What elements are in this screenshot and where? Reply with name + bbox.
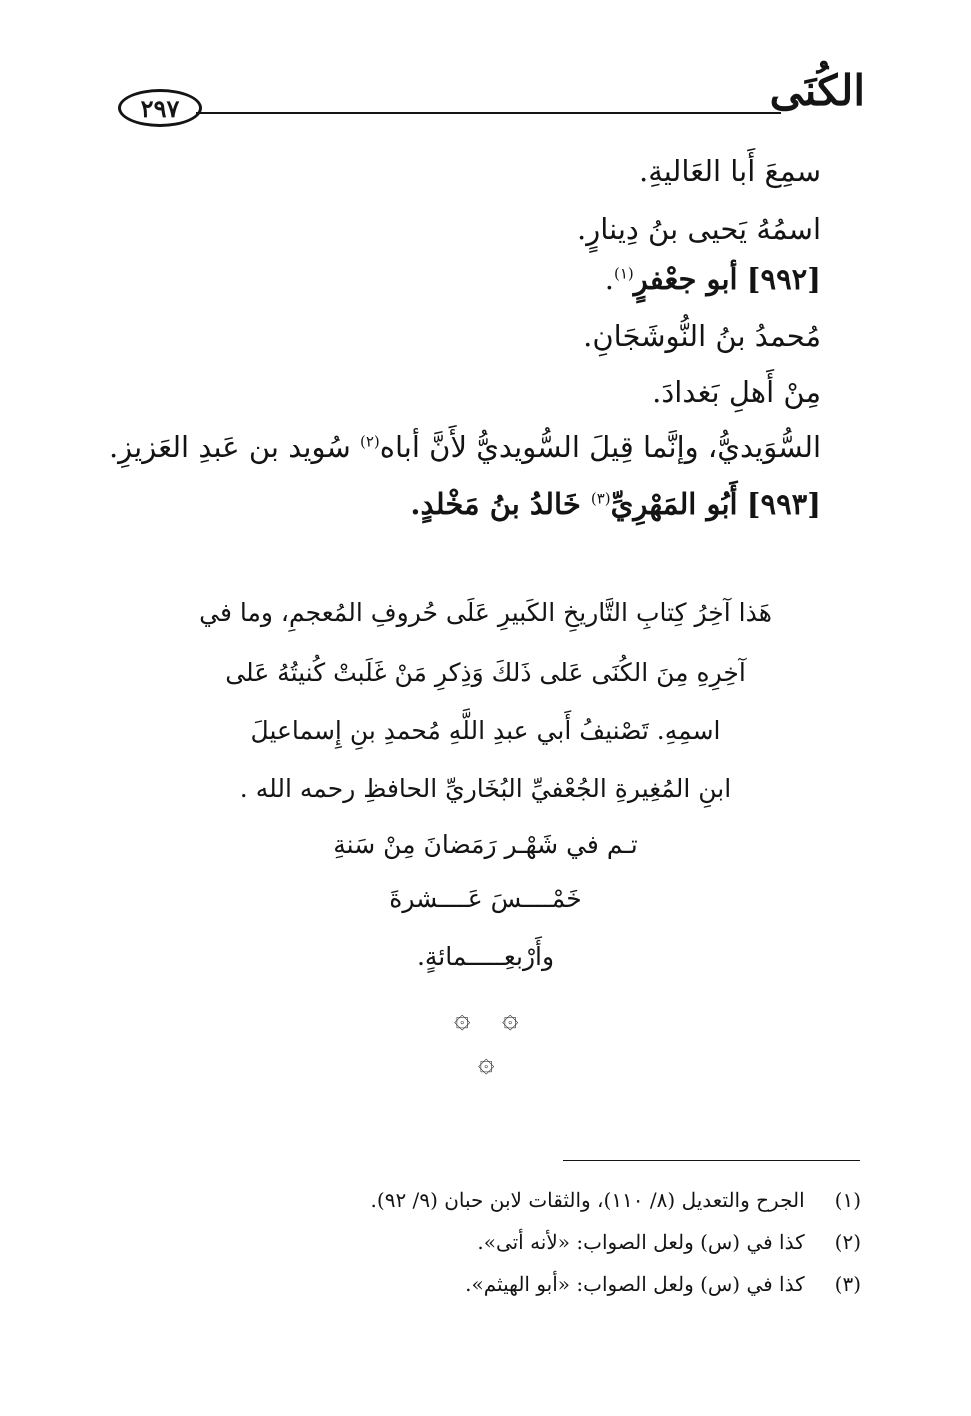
body-line-5: مِنْ أَهلِ بَغدادَ.	[652, 375, 821, 409]
colophon-line-4: ابنِ المُغِيرةِ الجُعْفيِّ البُخَاريِّ الحافظِ رحمه الله .	[239, 774, 732, 803]
footnote-2	[477, 1232, 861, 1252]
body-line-6	[108, 430, 821, 464]
colophon-line-2: آخِرِهِ مِنَ الكُنَى عَلى ذَلكَ وَذِكرِ مَنْ غَلَبتْ كُنيتُهُ عَلى	[225, 658, 746, 687]
header-rule	[196, 112, 781, 114]
ornament-flower-icon: ۞	[454, 1001, 471, 1034]
footnote-text: كذا في (س) ولعل الصواب: «لأنه أتى».	[477, 1230, 805, 1254]
ornament-flower-icon: ۞	[502, 1001, 519, 1034]
footnote-number: (٣)	[834, 1272, 861, 1296]
footnote-number: (١)	[834, 1188, 861, 1212]
colophon-line-7: وأَرْبعِـــــمائةٍ.	[416, 942, 555, 971]
entry-name: أَبُو المَهْرِيِّ	[610, 487, 738, 521]
running-head: الكُنَى	[769, 66, 865, 115]
body-line-4: مُحمدُ بنُ النُّوشَجَانِ.	[583, 319, 821, 353]
footnote-text: الجرح والتعديل (٨/ ١١٠)، والثقات لابن حبان (٩/ ٩٢).	[370, 1188, 805, 1212]
footnote-3	[465, 1274, 861, 1294]
footnote-ref-2: (٢)	[359, 432, 380, 451]
line-6-before: السُّوَيديُّ، وإنَّما قِيلَ السُّويديُّ لأَنَّ أباه	[379, 430, 821, 464]
footnote-text: كذا في (س) ولعل الصواب: «أبو الهيثم».	[465, 1272, 805, 1296]
body-line-1: سمِعَ أَبا العَاليةِ.	[639, 154, 821, 188]
entry-992	[604, 262, 821, 296]
entry-tail: خَالدُ بنُ مَخْلدٍ.	[410, 487, 591, 521]
footnote-number: (٢)	[834, 1230, 861, 1254]
colophon-line-3: اسمِهِ. تَصْنيفُ أَبي عبدِ اللَّهِ مُحمدِ بنِ إِسماعيلَ	[250, 716, 721, 745]
entry-993	[410, 487, 821, 521]
footnote-ref-1: (١)	[614, 264, 634, 283]
footnote-ref-3: (٣)	[590, 489, 611, 508]
footnote-rule	[563, 1160, 860, 1161]
entry-tail: .	[604, 262, 614, 296]
line-6-after: سُويد بن عَبدِ العَزيزِ.	[108, 430, 360, 464]
page-number	[118, 89, 202, 127]
entry-number: [٩٩٣]	[746, 487, 821, 521]
entry-name: أبو جعْفرٍ	[633, 262, 738, 296]
footnote-1	[371, 1190, 861, 1210]
ornament-flower-icon: ۞	[478, 1045, 495, 1078]
page-number-text: ٢٩٧	[140, 93, 180, 123]
colophon-line-6: خَمْــــسَ عَــــشرةَ	[389, 884, 582, 913]
colophon-line-1: هَذا آخِرُ كِتابِ التَّاريخِ الكَبيرِ عَلَى حُروفِ المُعجمِ، وما في	[199, 598, 772, 627]
entry-number: [٩٩٢]	[746, 262, 821, 296]
colophon-line-5: تـم في شَهْـر رَمَضانَ مِنْ سَنةِ	[333, 830, 638, 859]
body-line-2: اسمُهُ يَحيى بنُ دِينارٍ.	[577, 212, 821, 246]
